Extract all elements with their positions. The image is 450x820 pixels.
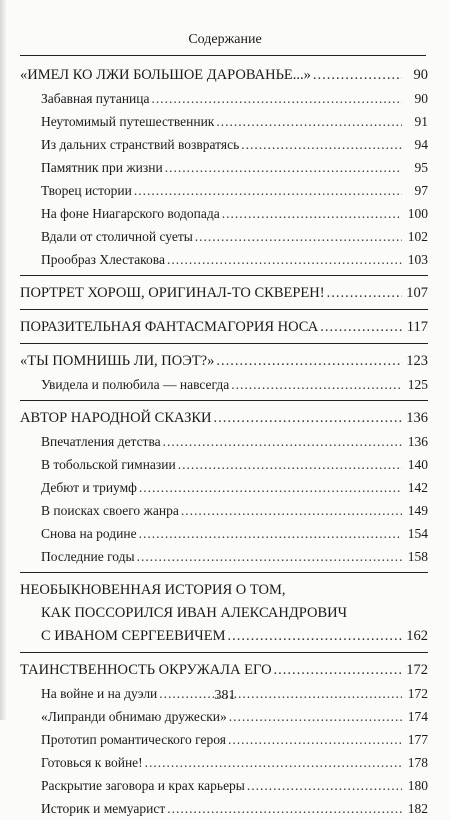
toc-section: ПОРТРЕТ ХОРОШ, ОРИГИНАЛ-ТО СКВЕРЕН! ..... 107: [20, 282, 428, 305]
table-of-contents: [20, 64, 428, 820]
toc-item: Прообраз Хлестакова ..... 103: [20, 248, 428, 271]
section-divider: [20, 572, 428, 573]
toc-item: На войне и на дуэли ..... 172: [20, 682, 428, 705]
toc-item: Увидела и полюбила — навсегда ..... 125: [20, 373, 428, 396]
toc-item: Историк и мемуарист ..... 182: [20, 797, 428, 820]
section-divider: [20, 309, 428, 310]
toc-section: «ТЫ ПОМНИШЬ ЛИ, ПОЭТ?» ..... 123: [20, 350, 428, 373]
page-number: 381: [214, 688, 236, 703]
toc-item: Неутомимый путешественник ..... 91: [20, 110, 428, 133]
toc-section: ТАИНСТВЕННОСТЬ ОКРУЖАЛА ЕГО ..... 172: [20, 659, 428, 682]
toc-item: Готовься к войне! ..... 178: [20, 751, 428, 774]
section-divider: [20, 652, 428, 653]
toc-item: Памятник при жизни ..... 95: [20, 156, 428, 179]
toc-item: Из дальних странствий возвратясь ..... 94: [20, 133, 428, 156]
toc-item: Вдали от столичной суеты ..... 102: [20, 225, 428, 248]
section-divider: [20, 400, 428, 401]
toc-section-line: КАК ПОССОРИЛСЯ ИВАН АЛЕКСАНДРОВИЧ: [41, 605, 348, 621]
section-divider: [20, 343, 428, 344]
toc-item: Забавная путаница ..... 90: [20, 87, 428, 110]
toc-section: ПОРАЗИТЕЛЬНАЯ ФАНТАСМАГОРИЯ НОСА ..... 117: [20, 316, 428, 339]
toc-item: Снова на родине ..... 154: [20, 522, 428, 545]
toc-item: Дебют и триумф ..... 142: [20, 476, 428, 499]
toc-item: В поисках своего жанра ..... 149: [20, 499, 428, 522]
toc-item: Впечатления детства ..... 136: [20, 430, 428, 453]
toc-section-line: НЕОБЫКНОВЕННАЯ ИСТОРИЯ О ТОМ,: [20, 582, 286, 598]
toc-section: С ИВАНОМ СЕРГЕЕВИЧЕМ ..... 162: [20, 625, 428, 648]
section-divider: [20, 275, 428, 276]
toc-section: АВТОР НАРОДНОЙ СКАЗКИ ..... 136: [20, 407, 428, 430]
page-edge: [0, 0, 6, 720]
toc-item: Раскрытие заговора и крах карьеры ..... 180: [20, 774, 428, 797]
toc-section: «ИМЕЛ КО ЛЖИ БОЛЬШОЕ ДАРОВАНЬЕ...» ..... 90: [20, 64, 428, 87]
toc-item: Творец истории ..... 97: [20, 179, 428, 202]
running-header: Содержание: [188, 32, 262, 47]
toc-item: На фоне Ниагарского водопада ..... 100: [20, 202, 428, 225]
toc-item: Последние годы ..... 158: [20, 545, 428, 568]
toc-item: Прототип романтического героя ..... 177: [20, 728, 428, 751]
header-rule: [20, 55, 426, 56]
toc-item: «Липранди обнимаю дружески» ..... 174: [20, 705, 428, 728]
toc-item: В тобольской гимназии ..... 140: [20, 453, 428, 476]
